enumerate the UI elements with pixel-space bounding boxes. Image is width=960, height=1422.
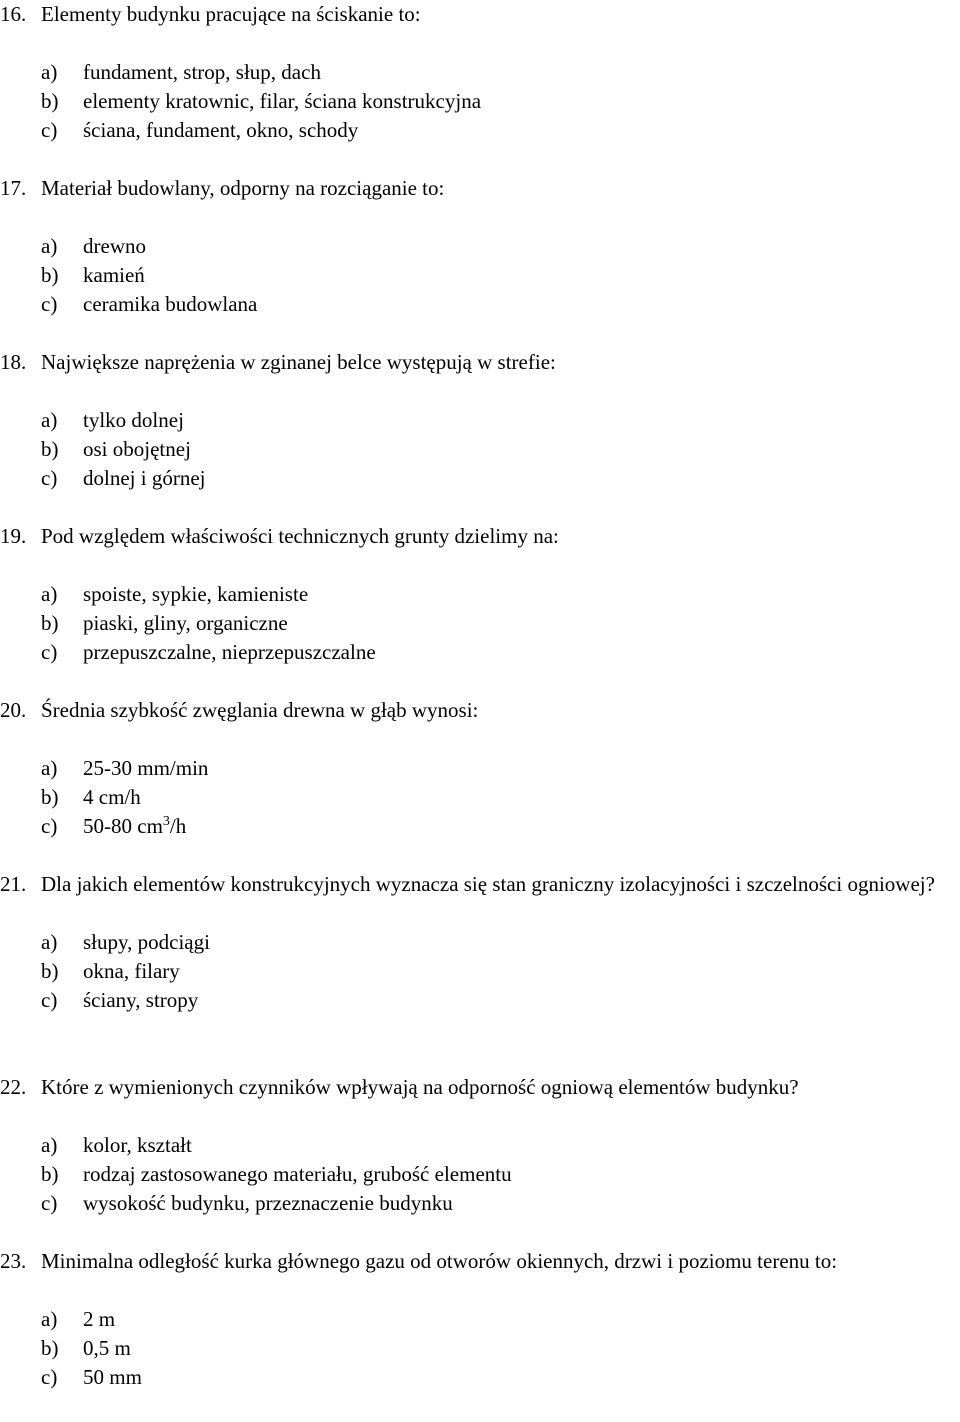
- answer-letter: c): [41, 292, 58, 316]
- answer-option-a: [41, 1305, 957, 1334]
- answer-text-suffix: /h: [169, 814, 187, 838]
- answer-letter: c): [41, 814, 58, 838]
- question-heading: [0, 0, 957, 29]
- answer-letter: b): [41, 1162, 59, 1186]
- answer-option-b: [41, 1334, 957, 1363]
- answer-text: [83, 812, 957, 841]
- question-text: Największe naprężenia w zginanej belce występują w strefie:: [41, 350, 556, 374]
- answer-option-a: [41, 406, 957, 435]
- answer-option-b: [41, 261, 957, 290]
- question-text: Dla jakich elementów konstrukcyjnych wyznacza się stan graniczny izolacyjności i szczelności ogniowej?: [41, 872, 935, 896]
- answer-letter: c): [41, 988, 58, 1012]
- answer-text: tylko dolnej: [83, 408, 184, 432]
- answer-list: [0, 928, 957, 1015]
- answer-text: fundament, strop, słup, dach: [83, 60, 321, 84]
- answer-option-a: [41, 580, 957, 609]
- answer-text: przepuszczalne, nieprzepuszczalne: [83, 640, 376, 664]
- answer-option-a: [41, 928, 957, 957]
- answer-letter: b): [41, 611, 59, 635]
- question-heading: [0, 522, 957, 551]
- answer-option-c: [41, 1363, 957, 1392]
- superscript-exponent: 3: [162, 814, 170, 829]
- answer-text: piaski, gliny, organiczne: [83, 611, 288, 635]
- answer-letter: b): [41, 89, 59, 113]
- answer-letter: c): [41, 1365, 58, 1389]
- answer-option-b: [41, 435, 957, 464]
- answer-list: [0, 1131, 957, 1218]
- answer-text: 4 cm/h: [83, 785, 141, 809]
- answer-letter: b): [41, 263, 59, 287]
- question-17: [0, 174, 957, 319]
- answer-text: 50 mm: [83, 1365, 142, 1389]
- answer-letter: a): [41, 408, 58, 432]
- answer-text: spoiste, sypkie, kamieniste: [83, 582, 309, 606]
- question-heading: [0, 1247, 957, 1276]
- answer-list: [0, 1305, 957, 1392]
- answer-list: [0, 406, 957, 493]
- question-23: [0, 1247, 957, 1392]
- question-number: 21.: [0, 872, 27, 896]
- answer-option-c: [41, 464, 957, 493]
- answer-text-main: 50-80 cm: [83, 814, 163, 838]
- answer-letter: a): [41, 582, 58, 606]
- answer-option-b: [41, 609, 957, 638]
- answer-option-c: [41, 116, 957, 145]
- question-number: 20.: [0, 698, 27, 722]
- question-number: 23.: [0, 1249, 27, 1273]
- answer-text: kolor, kształt: [83, 1133, 192, 1157]
- answer-text: wysokość budynku, przeznaczenie budynku: [83, 1191, 453, 1215]
- question-number: 22.: [0, 1075, 27, 1099]
- question-21: [0, 870, 957, 1015]
- answer-option-a: [41, 754, 957, 783]
- question-16: [0, 0, 957, 145]
- answer-list: [0, 754, 957, 841]
- answer-letter: b): [41, 785, 59, 809]
- question-heading: [0, 348, 957, 377]
- answer-text: słupy, podciągi: [83, 930, 210, 954]
- answer-text: drewno: [83, 234, 146, 258]
- question-number: 19.: [0, 524, 27, 548]
- answer-letter: b): [41, 1336, 59, 1360]
- answer-letter: a): [41, 1307, 58, 1331]
- answer-list: [0, 58, 957, 145]
- answer-option-c: [41, 986, 957, 1015]
- question-heading: [0, 174, 957, 203]
- answer-option-c: [41, 812, 957, 841]
- question-22: [0, 1073, 957, 1218]
- answer-letter: b): [41, 959, 59, 983]
- answer-option-b: [41, 87, 957, 116]
- question-heading: [0, 1073, 957, 1102]
- question-text: Elementy budynku pracujące na ściskanie to:: [41, 2, 421, 26]
- question-text: Materiał budowlany, odporny na rozciąganie to:: [41, 176, 445, 200]
- question-18: [0, 348, 957, 493]
- answer-letter: c): [41, 118, 58, 142]
- answer-text: kamień: [83, 263, 145, 287]
- answer-letter: c): [41, 640, 58, 664]
- question-text: Minimalna odległość kurka głównego gazu od otworów okiennych, drzwi i poziomu terenu to:: [41, 1249, 838, 1273]
- question-number: 16.: [0, 2, 27, 26]
- answer-text: dolnej i górnej: [83, 466, 206, 490]
- question-heading: [0, 870, 957, 899]
- answer-letter: a): [41, 60, 58, 84]
- question-20: [0, 696, 957, 841]
- answer-option-a: [41, 1131, 957, 1160]
- answer-text: ceramika budowlana: [83, 292, 258, 316]
- answer-text: ściana, fundament, okno, schody: [83, 118, 359, 142]
- answer-text: ściany, stropy: [83, 988, 199, 1012]
- answer-option-b: [41, 1160, 957, 1189]
- answer-letter: a): [41, 234, 58, 258]
- answer-option-c: [41, 638, 957, 667]
- answer-letter: c): [41, 1191, 58, 1215]
- question-text: Które z wymienionych czynników wpływają na odporność ogniową elementów budynku?: [41, 1075, 799, 1099]
- answer-letter: a): [41, 930, 58, 954]
- answer-letter: a): [41, 756, 58, 780]
- answer-list: [0, 580, 957, 667]
- answer-letter: b): [41, 437, 59, 461]
- answer-option-b: [41, 957, 957, 986]
- answer-option-b: [41, 783, 957, 812]
- answer-option-c: [41, 1189, 957, 1218]
- answer-option-c: [41, 290, 957, 319]
- answer-text: elementy kratownic, filar, ściana konstrukcyjna: [83, 89, 482, 113]
- answer-letter: c): [41, 466, 58, 490]
- question-heading: [0, 696, 957, 725]
- answer-list: [0, 232, 957, 319]
- answer-text: osi obojętnej: [83, 437, 191, 461]
- answer-letter: a): [41, 1133, 58, 1157]
- answer-option-a: [41, 58, 957, 87]
- answer-text: 25-30 mm/min: [83, 756, 209, 780]
- answer-text: 0,5 m: [83, 1336, 131, 1360]
- answer-text: 2 m: [83, 1307, 116, 1331]
- answer-option-a: [41, 232, 957, 261]
- question-19: [0, 522, 957, 667]
- answer-text: okna, filary: [83, 959, 180, 983]
- question-number: 17.: [0, 176, 27, 200]
- question-text: Pod względem właściwości technicznych grunty dzielimy na:: [41, 524, 559, 548]
- question-number: 18.: [0, 350, 27, 374]
- answer-text: rodzaj zastosowanego materiału, grubość elementu: [83, 1162, 512, 1186]
- question-text: Średnia szybkość zwęglania drewna w głąb wynosi:: [41, 698, 479, 722]
